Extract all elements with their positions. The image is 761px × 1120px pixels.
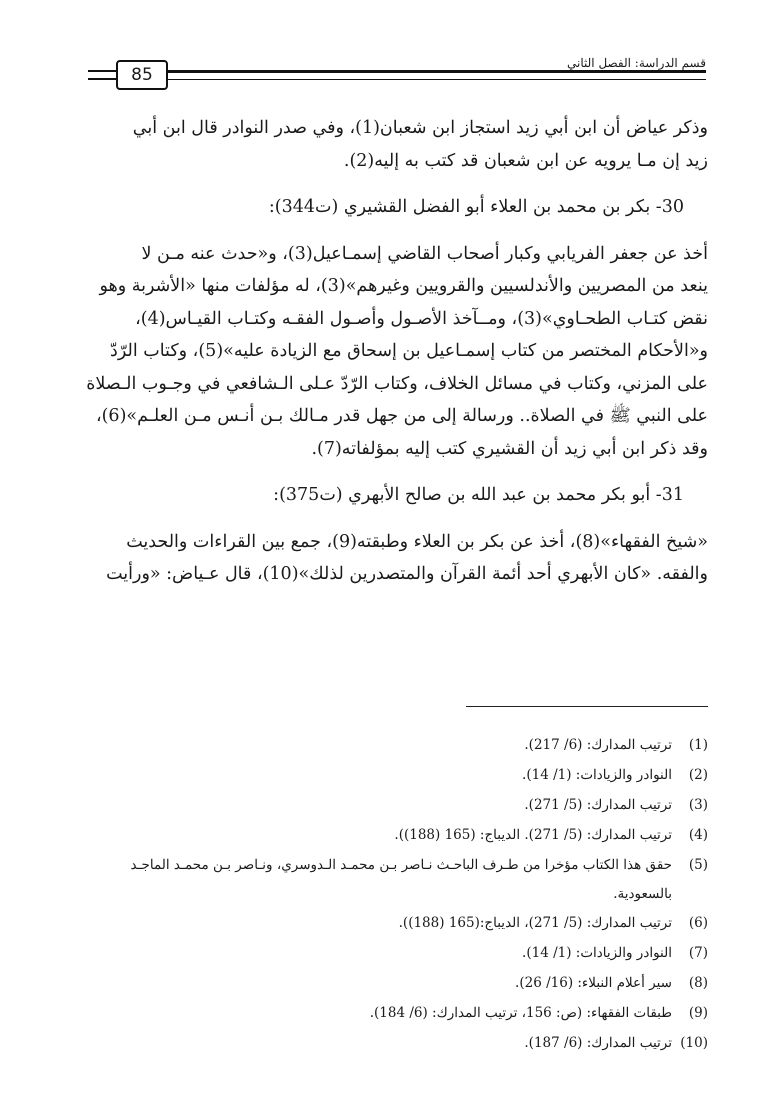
paragraph-line: وذكر عياض أن ابن أبي زيد استجاز ابن شعبان(1)، وفي صدر النوادر قال ابن أبي [132,118,708,138]
main-text [84,112,708,591]
header-rule [168,70,706,80]
footnote [84,998,708,1028]
entry-heading-31: 31- أبو بكر محمد بن عبد الله بن صالح الأبهري (ت375): [273,485,684,505]
paragraph-line: و«الأحكام المختصر من كتاب إسمـاعيل بن إسحاق مع الزيادة عليه»(5)، وكتاب الرّدّ [110,341,708,361]
paragraph-line: وقد ذكر ابن أبي زيد أن القشيري كتب إليه بمؤلفاته(7). [311,438,708,459]
paragraph-line: ينعد من المصريين والأندلسيين والقرويين وغيرهم»(3)، له مؤلفات منها «الأشربة وهو [99,276,708,296]
paragraph-line: على النبي ﷺ في الصلاة.. ورسالة إلى من جهل قدر مـالك بـن أنـس مـن العلـم»(6)، [95,406,708,426]
footnote-text: حقق هذا الكتاب مؤخرا من طـرف الباحـث نـاصر بـن محمـد الـدوسري، ونـاصر بـن محمـد الماجـد [130,857,672,873]
footnote [84,790,708,820]
paragraph-line: أخذ عن جعفر الفريابي وكبار أصحاب القاضي إسمـاعيل(3)، و«حدث عنه مـن لا [141,243,708,264]
footnote-number: (7) [688,945,708,961]
paragraph-line: والفقه. «كان الأبهري أحد أئمة القرآن والمتصدرين لذلك»(10)، قال عـياض: «ورأيت [106,564,708,584]
footnotes [84,730,708,1058]
footnote [84,968,708,998]
footnote-text: طبقات الفقهاء: (ص: 156، ترتيب المدارك: (6/ 184). [369,1005,672,1021]
header-left-rule [88,70,118,80]
paragraph-line: نقض كتـاب الطحـاوي»(3)، ومــآخذ الأصـول وأصـول الفقـه وكتـاب القيـاس(4)، [135,308,708,329]
running-header [88,56,706,90]
footnote-number: (9) [688,1005,708,1021]
footnote-number: (10) [680,1035,708,1051]
footnote [84,730,708,760]
footnote-number: (6) [688,915,708,931]
footnote [84,1028,708,1058]
footnote [84,938,708,968]
footnote-text: النوادر والزيادات: (1/ 14). [522,945,672,961]
footnote-text: سير أعلام النبلاء: (16/ 26). [515,975,672,991]
footnote [84,820,708,850]
paragraph-line: على المزني، وكتاب في مسائل الخلاف، وكتاب الرّدّ عـلى الـشافعي في وجـوب الـصلاة [86,373,708,394]
footnote-text: ترتيب المدارك: (6/ 187). [524,1035,672,1051]
entry-heading-30: 30- بكر بن محمد بن العلاء أبو الفضل القشيري (ت344): [268,197,684,217]
paragraph-line: «شيخ الفقهاء»(8)، أخذ عن بكر بن العلاء وطبقته(9)، جمع بين القراءات والحديث [126,531,708,552]
footnote-number: (4) [688,827,708,843]
footnote-separator [466,706,708,707]
footnote [84,908,708,938]
footnote-continuation: بالسعودية. [613,886,672,902]
footnote-text: ترتيب المدارك: (5/ 271)، الديباج:(165 (188)). [398,915,672,931]
footnote-text: ترتيب المدارك: (5/ 271). [524,797,672,813]
paragraph-line: زيد إن مـا يرويه عن ابن شعبان قد كتب به إليه(2). [343,150,708,171]
footnote-number: (5) [688,857,708,873]
footnote-text: النوادر والزيادات: (1/ 14). [522,767,672,783]
footnote-text: ترتيب المدارك: (6/ 217). [524,737,672,753]
page-number: 85 [116,60,168,90]
footnote-number: (2) [688,767,708,783]
footnote-number: (3) [688,797,708,813]
footnote [84,850,708,908]
footnote-text: ترتيب المدارك: (5/ 271). الديباج: (165 (188)). [394,827,672,843]
running-title: قسم الدراسة: الفصل الثاني [559,56,706,70]
footnote-number: (8) [688,975,708,991]
footnote [84,760,708,790]
footnote-number: (1) [688,737,708,753]
